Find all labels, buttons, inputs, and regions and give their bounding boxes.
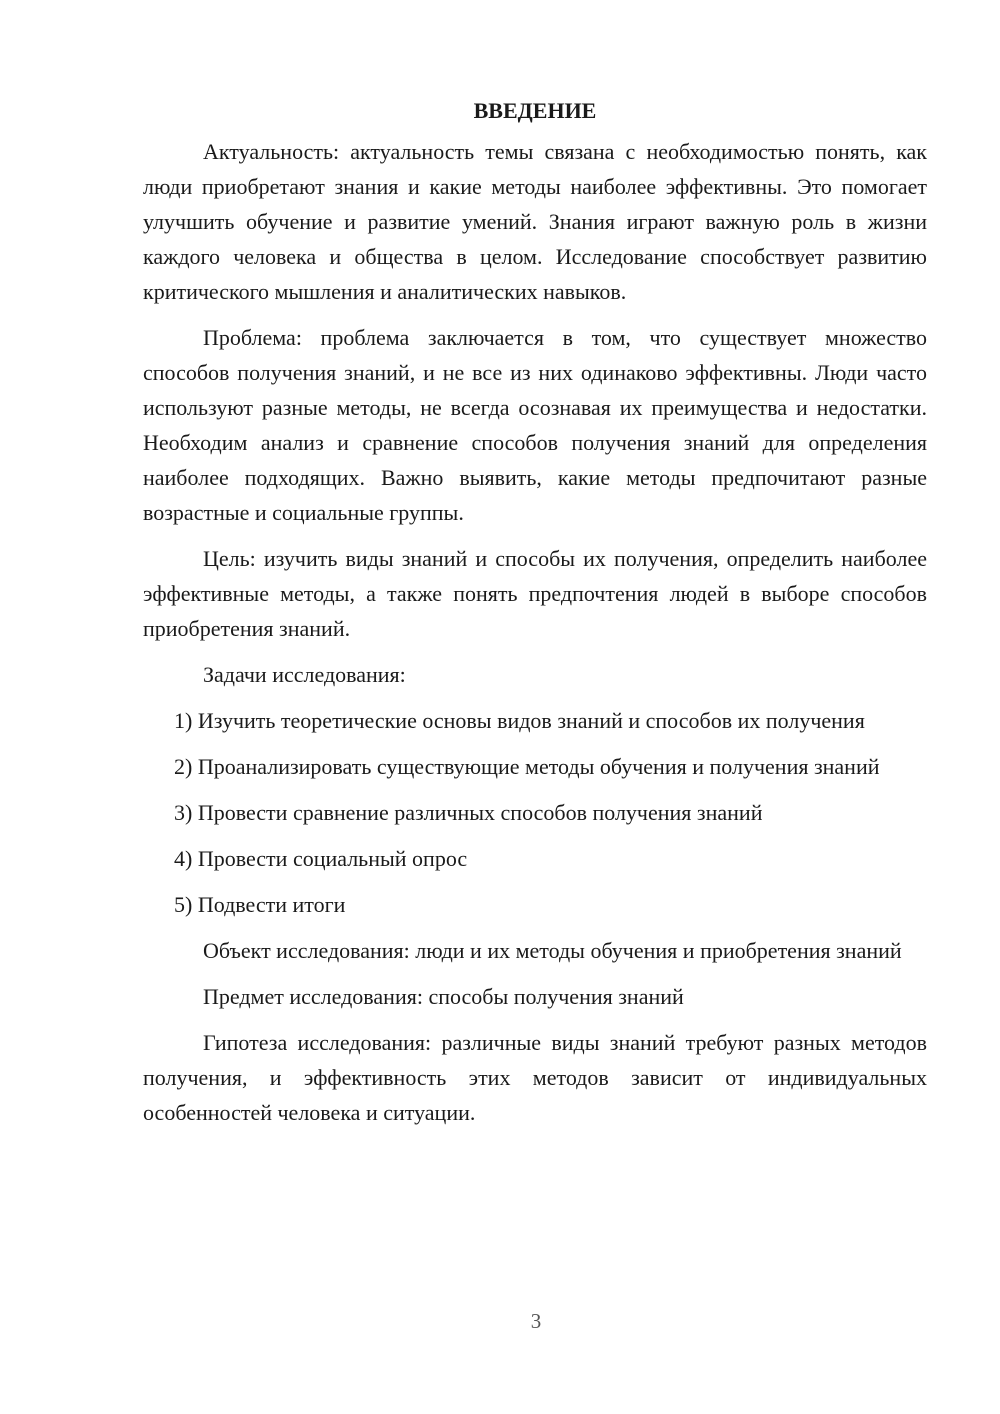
page-number: 3 bbox=[530, 1309, 542, 1333]
task-item-1: 1) Изучить теоретические основы видов знаний и способов их получения bbox=[174, 708, 865, 733]
tasks-heading: Задачи исследования: bbox=[203, 662, 406, 687]
goal-paragraph: Цель: изучить виды знаний и способы их получения, определить наиболее эффективные методы, а также понять предпочтения людей в выборе способов приобретения знаний. bbox=[143, 546, 927, 641]
task-item-2: 2) Проанализировать существующие методы обучения и получения знаний bbox=[174, 754, 880, 779]
hypothesis-paragraph: Гипотеза исследования: различные виды знаний требуют разных методов получения, и эффективность этих методов зависит от индивидуальных особенностей человека и ситуации. bbox=[143, 1030, 927, 1125]
task-item-4: 4) Провести социальный опрос bbox=[174, 846, 468, 871]
problem-paragraph: Проблема: проблема заключается в том, что существует множество способов получения знаний, и не все из них одинаково эффективны. Люди часто используют разные методы, не всегда осознавая их преимущества и недостатки. Необходим анализ и сравнение способов получения знаний для определения наиболее подходящих. Важно выявить, какие методы предпочитают разные возрастные и социальные группы. bbox=[143, 325, 927, 525]
subject-paragraph: Предмет исследования: способы получения знаний bbox=[203, 984, 684, 1009]
task-item-3: 3) Провести сравнение различных способов получения знаний bbox=[174, 800, 763, 825]
relevance-paragraph: Актуальность: актуальность темы связана с необходимостью понять, как люди приобретают знания и какие методы наиболее эффективны. Это помогает улучшить обучение и развитие умений. Знания играют важную роль в жизни каждого человека и общества в целом. Исследование способствует развитию критического мышления и аналитических навыков. bbox=[143, 139, 927, 304]
task-item-5: 5) Подвести итоги bbox=[174, 892, 346, 917]
page-title: ВВЕДЕНИЕ bbox=[473, 98, 597, 123]
page-content bbox=[143, 95, 927, 1130]
object-paragraph: Объект исследования: люди и их методы обучения и приобретения знаний bbox=[203, 938, 902, 963]
